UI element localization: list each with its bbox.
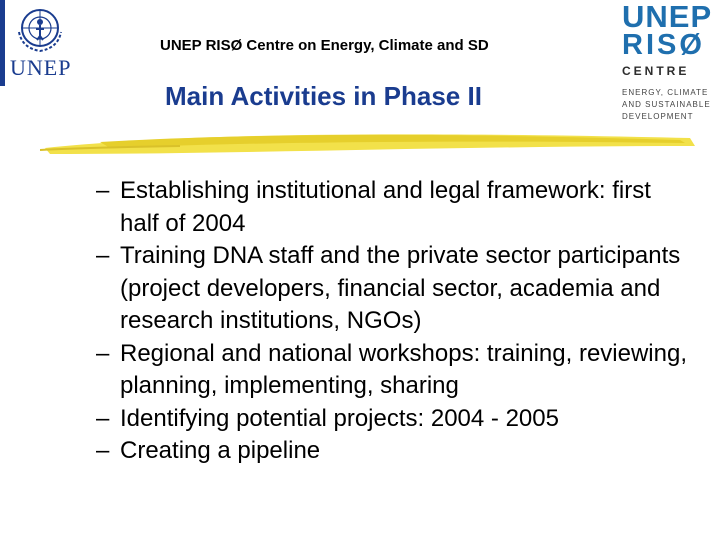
list-item xyxy=(96,240,696,338)
bullet-text: Creating a pipeline xyxy=(120,437,321,464)
bullet-dash: – xyxy=(96,339,110,367)
list-item xyxy=(96,338,696,403)
risoe-logo-line3: CENTRE xyxy=(622,64,690,78)
bullet-text: Regional and national workshops: training, reviewing, planning, implementing, sharing xyxy=(120,339,687,399)
risoe-logo-line1: UNEP xyxy=(622,0,713,34)
unep-risoe-logo xyxy=(616,0,720,130)
unep-logo-text: UNEP xyxy=(10,55,72,80)
list-item xyxy=(96,435,696,468)
risoe-logo-sub-1: ENERGY, CLIMATE xyxy=(622,88,709,97)
centre-name: UNEP RISØ Centre on Energy, Climate and SD xyxy=(160,37,489,54)
list-item xyxy=(96,175,696,240)
bullet-text: Establishing institutional and legal framework: first half of 2004 xyxy=(120,177,651,237)
bullet-dash: – xyxy=(96,242,110,269)
activity-list xyxy=(96,175,696,468)
bullet-dash: – xyxy=(96,177,110,204)
unep-logo xyxy=(0,0,80,90)
risoe-logo-sub-3: DEVELOPMENT xyxy=(622,112,694,121)
bullet-text: Training DNA staff and the private sector participants (project developers, financial sector, academia and research institutions, NGOs) xyxy=(120,242,681,334)
risoe-logo-line2: RISØ xyxy=(622,29,705,61)
bullet-text: Identifying potential projects: 2004 - 2005 xyxy=(120,404,559,432)
yellow-brush-divider xyxy=(40,124,700,160)
list-item xyxy=(96,403,696,436)
bullet-dash: – xyxy=(96,404,110,432)
un-emblem-icon xyxy=(14,2,66,54)
bullet-dash: – xyxy=(96,437,110,464)
risoe-logo-sub-2: AND SUSTAINABLE xyxy=(622,100,711,109)
logo-side-bar xyxy=(0,0,5,86)
slide-title: Main Activities in Phase II xyxy=(165,81,482,111)
